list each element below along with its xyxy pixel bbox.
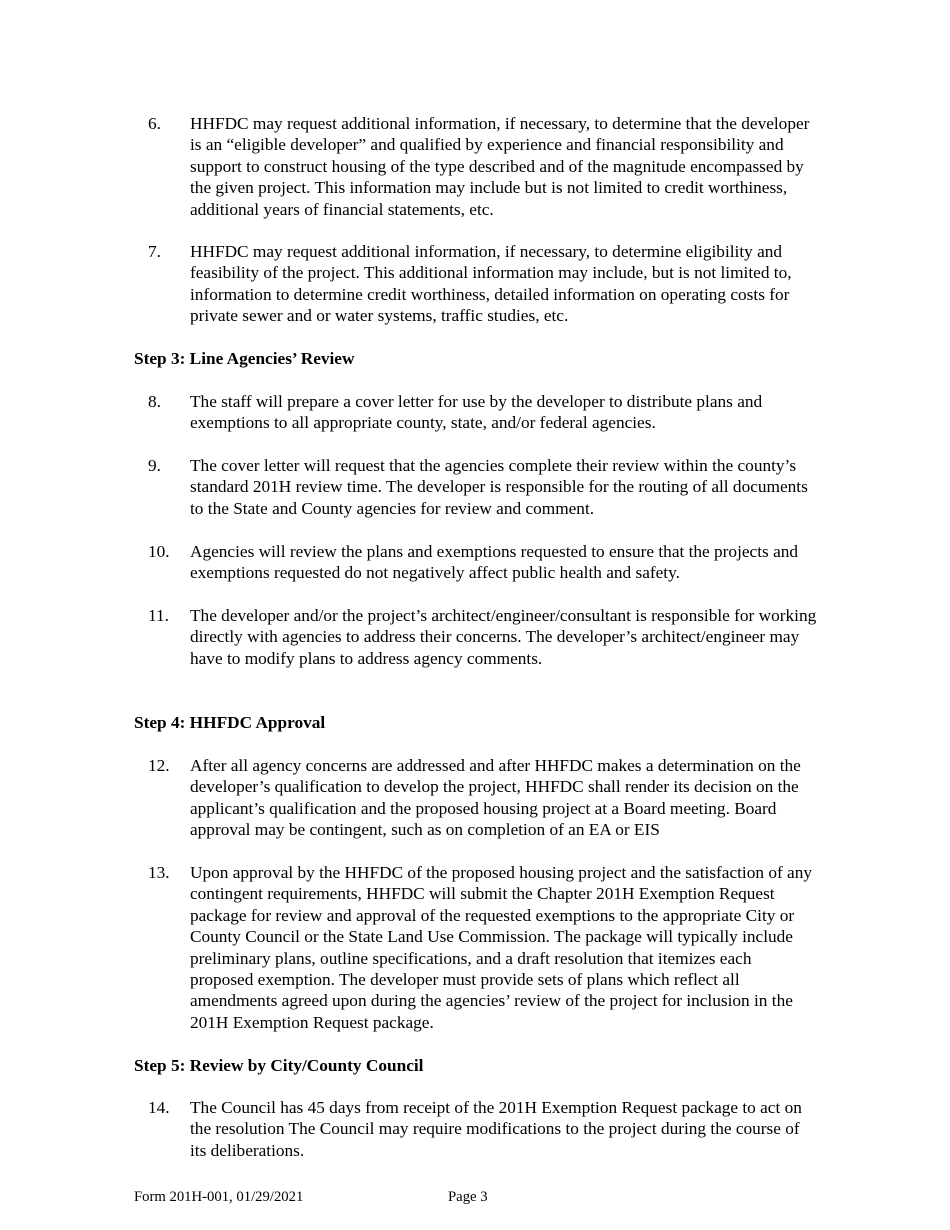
text-line: private sewer and or water systems, traffic studies, etc. [190, 306, 569, 326]
text-line: proposed exemption. The developer must provide sets of plans which reflect all [190, 970, 740, 990]
section-heading-step-3: Step 3: Line Agencies’ Review [134, 349, 355, 368]
text-line: contingent requirements, HHFDC will submit the Chapter 201H Exemption Request [190, 884, 775, 904]
item-number: 8. [148, 392, 161, 411]
text-line: HHFDC may request additional information, if necessary, to determine eligibility and [190, 242, 783, 261]
text-line: Upon approval by the HHFDC of the proposed housing project and the satisfaction of any [190, 863, 812, 882]
item-text [190, 455, 880, 519]
item-text [190, 1097, 880, 1161]
text-line: information to determine credit worthiness, detailed information on operating costs for [190, 284, 790, 304]
text-line: developer’s qualification to develop the project, HHFDC shall render its decision on the [190, 777, 799, 797]
text-line: the resolution The Council may require modifications to the project during the course of [190, 1119, 800, 1139]
section-heading-step-4: Step 4: HHFDC Approval [134, 713, 326, 732]
text-line: its deliberations. [190, 1140, 305, 1160]
text-line: feasibility of the project. This additional information may include, but is not limited to, [190, 263, 792, 283]
item-text [190, 391, 880, 434]
text-line: County Council or the State Land Use Commission. The package will typically include [190, 927, 793, 947]
text-line: Agencies will review the plans and exemptions requested to ensure that the projects and [190, 542, 799, 561]
text-line: The cover letter will request that the agencies complete their review within the county’s [190, 456, 797, 475]
text-line: is an “eligible developer” and qualified by experience and financial responsibility and [190, 135, 784, 155]
text-line: applicant’s qualification and the proposed housing project at a Board meeting. Board [190, 798, 777, 818]
section-heading-step-5: Step 5: Review by City/County Council [134, 1056, 424, 1075]
item-text [190, 755, 880, 841]
item-number: 7. [148, 242, 161, 261]
text-line: amendments agreed upon during the agencies’ review of the project for inclusion in the [190, 991, 793, 1011]
item-number: 13. [148, 863, 170, 882]
item-number: 10. [148, 542, 170, 561]
text-line: approval may be contingent, such as on completion of an EA or EIS [190, 820, 660, 840]
item-number: 11. [148, 606, 169, 625]
text-line: HHFDC may request additional information, if necessary, to determine that the developer [190, 114, 810, 133]
text-line: to the State and County agencies for review and comment. [190, 498, 595, 518]
item-text [190, 605, 880, 669]
item-number: 6. [148, 114, 161, 133]
text-line: The Council has 45 days from receipt of the 201H Exemption Request package to act on [190, 1098, 802, 1117]
text-line: additional years of financial statements, etc. [190, 199, 494, 219]
text-line: After all agency concerns are addressed and after HHFDC makes a determination on the [190, 756, 801, 775]
text-line: exemptions to all appropriate county, state, and/or federal agencies. [190, 413, 656, 433]
text-line: package for review and approval of the requested exemptions to the appropriate City or [190, 905, 795, 925]
text-line: have to modify plans to address agency comments. [190, 648, 543, 668]
text-line: The staff will prepare a cover letter for use by the developer to distribute plans and [190, 392, 763, 411]
text-line: exemptions requested do not negatively affect public health and safety. [190, 563, 680, 583]
text-line: directly with agencies to address their concerns. The developer’s architect/engineer may [190, 627, 800, 647]
item-text [190, 241, 880, 327]
footer-form-id: Form 201H-001, 01/29/2021 [134, 1189, 304, 1205]
text-line: support to construct housing of the type described and of the magnitude encompassed by [190, 156, 804, 176]
item-text [190, 862, 880, 1033]
text-line: preliminary plans, outline specifications, and a draft resolution that itemizes each [190, 948, 752, 968]
item-number: 9. [148, 456, 161, 475]
item-number: 12. [148, 756, 170, 775]
item-text [190, 113, 880, 220]
footer-page-number: Page 3 [448, 1189, 488, 1205]
text-line: The developer and/or the project’s architect/engineer/consultant is responsible for working [190, 606, 817, 625]
text-line: the given project. This information may include but is not limited to credit worthiness, [190, 178, 788, 198]
item-text [190, 541, 880, 584]
text-line: 201H Exemption Request package. [190, 1012, 434, 1032]
item-number: 14. [148, 1098, 170, 1117]
text-line: standard 201H review time. The developer is responsible for the routing of all documents [190, 477, 808, 497]
